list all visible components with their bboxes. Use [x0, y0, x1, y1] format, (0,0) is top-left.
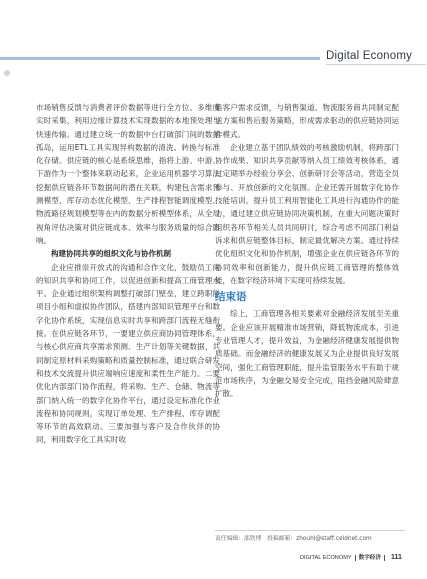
subheading: 构建协同共享的组织文化与协作机制	[51, 249, 171, 259]
header-decor-bar	[0, 57, 320, 60]
body-paragraph: 市场销售反馈与消费者评价数据等进行全方位、多维度实时采集，利用边缘计算技术实现数据的本地预处理与快速传输。通过建立统一的数据中台打破部门间的数据孤岛，运用ETL工具实现异构数据的清洗、转换与标准化存储。供应链的核心是系统思维，指将上游、中游、下游作为一个整体来联动起来，企业运用机器学习算法挖掘供应链各环节数据间的潜在关联，构建包含需求预测模型、库存动态优化模型、生产排程智能调度模型、物流路径规划模型等在内的数据分析模型体系，从全局视角评估决策对供应链成本、效率与服务质量的综合影响。	[36, 103, 220, 245]
right-column	[215, 101, 399, 401]
section-heading: 结束语	[215, 291, 247, 304]
left-column	[36, 101, 220, 447]
footer-rule	[215, 530, 405, 531]
body-paragraph: 企业应推崇开放式的沟通和合作文化，鼓励员工间的知识共享和协同工作，以促进创新和提高工商管理水平。企业通过组织架构调整打破部门壁垒，建立跨职能项目小组和虚拟协作团队，搭建内部知识管理平台和数字化协作系统，实现信息实时共享和跨部门流程无缝衔接。在供应链各环节，一要建立供应商协同管理体系，与核心供应商共享需求预测、生产计划等关键数据，共同制定原材料采购策略和质量控制标准，通过联合研发和技术交流提升供应端响应速度和柔性生产能力。二要优化内部部门协作流程，将采购、生产、仓储、物流等部门纳入统一的数字化协作平台，通过设定标准化作业流程和协同规则，实现订单处理、生产排程、库存调配等环节的高效联动。三要加强与客户及合作伙伴的协同，利用数字化工具实时收	[36, 262, 220, 445]
body-paragraph: 企业建立基于团队绩效的考核激励机制，将跨部门协作成果、知识共享贡献等纳入员工绩效考核体系，通过定期举办经验分享会、创新研讨会等活动，营造全员参与、开放创新的文化氛围。企业还需开展数字化协作技能培训，提升员工利用智能化工具进行沟通协作的能力，通过建立供应链协同决策机制，在重大问题决策时组织各环节相关人员共同研讨，综合考虑不同部门利益诉求和供应链整体目标，制定最优解决方案。通过持续优化组织文化和协作机制，增强企业在供应链各环节的协同效率和创新能力，提升供应链工商管理的整体效能，在数字经济环境下实现可持续发展。	[215, 142, 399, 285]
header-decor-dot	[4, 70, 10, 76]
magazine-name-en: DIGITAL ECONOMY	[300, 555, 352, 561]
header-rule	[326, 64, 426, 65]
footer-separator	[384, 555, 385, 561]
editor-credit: 责任编辑：邵铁博 投稿邮箱：zhouhl@staff.ceidnet.com	[215, 536, 372, 542]
body-paragraph: 综上，工商管理各相关要素对金融经济发展至关重要。企业应该开展精准市场营销，降低物流成本，引进专业管理人才，提升效益，为金融经济健康发展提供物质基础。而金融经济的健康发展又为企业提供良好发展空间，强化工商管理职能，提升监管服务水平有助于规范市场秩序，为金融交易安全完成，阻挡金融风险肆意扩散。	[215, 309, 399, 399]
section-title: Digital Economy	[326, 50, 413, 62]
magazine-name-cn: 数字经济	[358, 555, 381, 561]
page-number: 111	[390, 554, 402, 561]
footer-separator	[355, 555, 356, 561]
body-paragraph: 集客户需求反馈，与销售渠道、物流服务商共同制定配送方案和售后服务策略，形成需求驱动的供应链协同运作模式。	[215, 103, 399, 139]
page-footer	[300, 553, 402, 561]
